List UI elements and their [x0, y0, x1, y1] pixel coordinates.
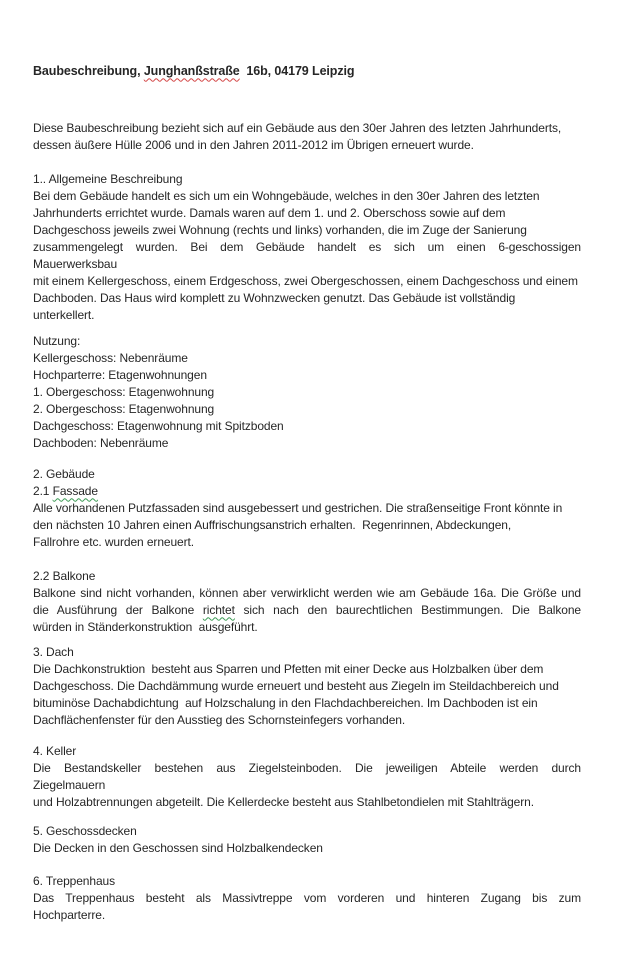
text-line: Dachgeschoss. Die Dachdämmung wurde erneuert und besteht aus Ziegeln im Steildachbereich und — [33, 679, 559, 694]
nutzung-item: 1. Obergeschoss: Etagenwohnung — [33, 385, 215, 400]
section-5-geschossdecken — [33, 823, 581, 857]
text-line: Ziegelmauern — [33, 778, 106, 793]
text-line: würden in Ständerkonstruktion ausgeführt. — [33, 620, 258, 635]
text-line: Bei dem Gebäude handelt es sich um ein Wohngebäude, welches in den 30er Jahren des letzten — [33, 189, 540, 204]
section-5-heading: 5. Geschossdecken — [33, 824, 137, 839]
text-line: Dachgeschoss jeweils zwei Wohnung (rechts und links) vorhanden, die im Zuge der Sanierung — [33, 223, 527, 238]
text-segment: die Ausführung der Balkone — [33, 603, 203, 618]
text-line: Die Dachkonstruktion besteht aus Sparren und Pfetten mit einer Decke aus Holzbalken über dem — [33, 662, 544, 677]
text-line: unterkellert. — [33, 308, 95, 323]
text-line: Das Treppenhaus besteht als Massivtreppe vom vorderen und hinteren Zugang bis zum — [33, 891, 581, 906]
nutzung-item: Hochparterre: Etagenwohnungen — [33, 368, 207, 383]
nutzung-item: Dachboden: Nebenräume — [33, 436, 169, 451]
section-4-heading: 4. Keller — [33, 744, 77, 759]
section-6-treppenhaus — [33, 873, 581, 924]
nutzung-item: Kellergeschoss: Nebenräume — [33, 351, 188, 366]
text-line: Diese Baubeschreibung bezieht sich auf ein Gebäude aus den 30er Jahren des letzten Jahrhunderts, — [33, 121, 562, 136]
page-title-misspelled-word: Junghanßstraße — [143, 64, 240, 79]
section-1-heading: 1.. Allgemeine Beschreibung — [33, 172, 183, 187]
section-3-heading: 3. Dach — [33, 645, 74, 660]
text-line: Jahrhunderts errichtet wurde. Damals waren auf dem 1. und 2. Oberschoss sowie auf dem — [33, 206, 506, 221]
subheading-text: 2.1 — [33, 484, 53, 499]
section-2-2-heading: 2.2 Balkone — [33, 569, 96, 584]
text-line: Dachflächenfenster für den Ausstieg des Schornsteinfegers vorhanden. — [33, 713, 406, 728]
text-segment: sich nach den baurechtlichen Bestimmungen. Die Balkone — [234, 603, 581, 618]
text-line: mit einem Kellergeschoss, einem Erdgeschoss, zwei Obergeschossen, einem Dachgeschoss und einem — [33, 274, 578, 289]
section-2-2-balkone — [33, 568, 581, 636]
text-line: bituminöse Dachabdichtung auf Holzschalung in den Flachdachbereichen. Im Dachboden ist ein — [33, 696, 538, 711]
nutzung-label: Nutzung: — [33, 334, 81, 349]
text-line: und Holzabtrennungen abgeteilt. Die Kellerdecke besteht aus Stahlbetondielen mit Stahlträgern. — [33, 795, 534, 810]
text-line: Alle vorhandenen Putzfassaden sind ausgebessert und gestrichen. Die straßenseitige Front könnte in — [33, 501, 563, 516]
subheading-grammar-flagged-word: Fassade — [52, 484, 98, 499]
grammar-flagged-word: richtet — [202, 603, 235, 618]
text-line: Mauerwerksbau — [33, 257, 118, 272]
nutzung-list — [33, 333, 581, 452]
section-2-gebaeude-fassade — [33, 466, 581, 551]
section-6-heading: 6. Treppenhaus — [33, 874, 115, 889]
text-line: dessen äußere Hülle 2006 und in den Jahren 2011-2012 im Übrigen erneuert wurde. — [33, 138, 474, 153]
nutzung-item: 2. Obergeschoss: Etagenwohnung — [33, 402, 215, 417]
text-line: Hochparterre. — [33, 908, 106, 923]
nutzung-item: Dachgeschoss: Etagenwohnung mit Spitzboden — [33, 419, 284, 434]
text-line — [33, 602, 581, 619]
text-line: Die Decken in den Geschossen sind Holzbalkendecken — [33, 841, 323, 856]
text-line: Die Bestandskeller bestehen aus Ziegelsteinboden. Die jeweiligen Abteile werden durch — [33, 761, 581, 776]
section-3-dach — [33, 644, 581, 729]
text-line: Fallrohre etc. wurden erneuert. — [33, 535, 194, 550]
section-4-keller — [33, 743, 581, 811]
page-title-text-pre: Baubeschreibung, — [33, 64, 144, 79]
text-line: den nächsten 10 Jahren einen Auffrischungsanstrich erhalten. Regenrinnen, Abdeckungen, — [33, 518, 512, 533]
page-title-text-post: 16b, 04179 Leipzig — [239, 64, 355, 79]
section-2-heading: 2. Gebäude — [33, 467, 95, 482]
text-line: Balkone sind nicht vorhanden, können aber verwirklicht werden wie am Gebäude 16a. Die Größe und — [33, 586, 581, 601]
intro-paragraph — [33, 120, 581, 154]
section-2-1-subheading — [33, 483, 581, 500]
page-title — [33, 63, 581, 80]
text-line: zusammengelegt wurden. Bei dem Gebäude handelt es sich um einen 6-geschossigen — [33, 240, 581, 255]
text-line: Dachboden. Das Haus wird komplett zu Wohnzwecken genutzt. Das Gebäude ist vollständig — [33, 291, 516, 306]
section-1-allgemeine-beschreibung — [33, 171, 581, 324]
